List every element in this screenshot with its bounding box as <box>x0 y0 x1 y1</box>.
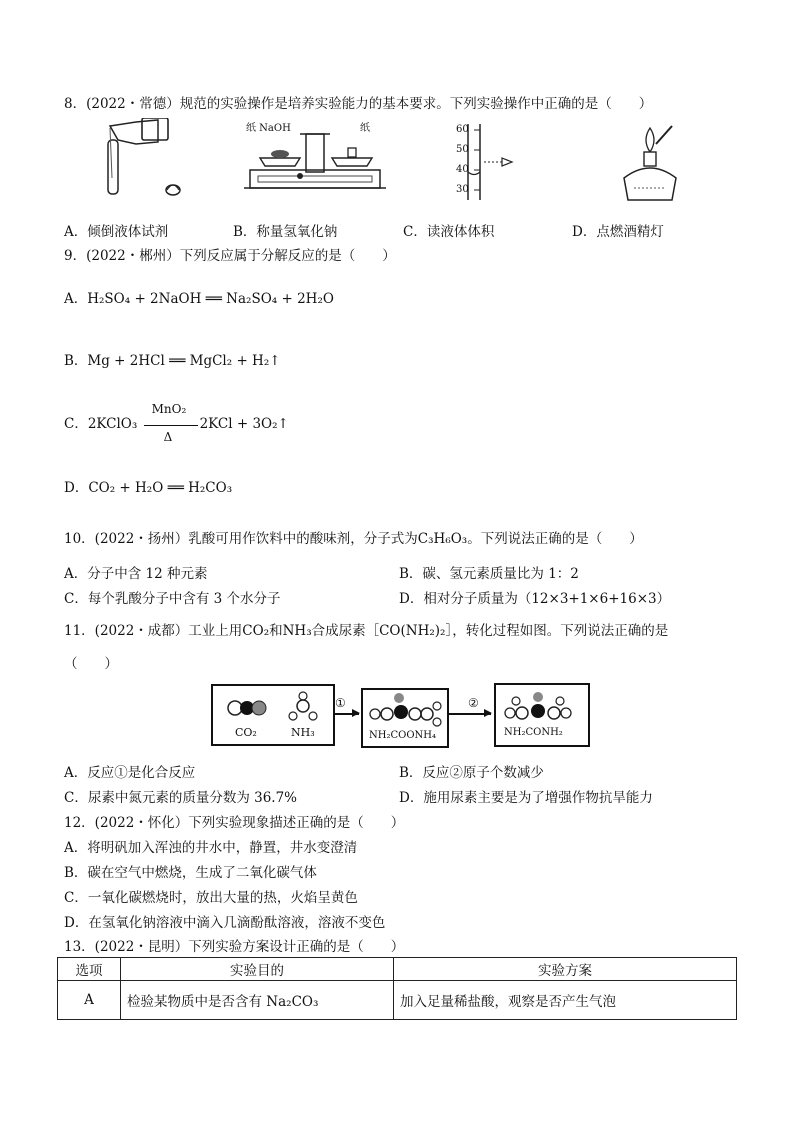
q10-stem: 10．(2022・扬州）乳酸可用作饮料中的酸味剂，分子式为C₃H₆O₃。下列说法正确的是（ ） <box>64 531 643 547</box>
arrow-step-2 <box>447 713 491 715</box>
q9-option-d-label: D． <box>64 480 89 496</box>
q10-option-b: B．碳、氢元素质量比为 1：2 <box>399 566 579 582</box>
step-2-label: ② <box>468 696 479 710</box>
header-option: 选项 <box>58 958 121 981</box>
q9-option-b-label: B． <box>64 353 88 369</box>
q9-stem: 9．(2022・郴州）下列反应属于分解反应的是（ ） <box>64 248 396 264</box>
q9-option-c-condition <box>142 401 200 444</box>
intermediate-label: NH₂COONH₄ <box>369 730 437 741</box>
q11-stem: 11．(2022・成都）工业上用CO₂和NH₃合成尿素［CO(NH₂)₂］，转化过程如图。下列说法正确的是 <box>64 623 669 639</box>
intermediate-box <box>361 688 449 748</box>
cylinder-tick-50: 50 <box>456 144 469 155</box>
row-option: A <box>58 981 121 1020</box>
q8-option-a: A．倾倒液体试剂 <box>64 224 169 240</box>
q9-option-c <box>64 401 289 444</box>
urea-molecule <box>496 689 588 729</box>
q9-option-b <box>64 349 281 369</box>
q12-option-b: B．碳在空气中燃烧，生成了二氧化碳气体 <box>64 865 317 881</box>
urea-label: NH₂CONH₂ <box>504 727 563 738</box>
q10-option-a: A．分子中含 12 种元素 <box>64 566 208 582</box>
q8-option-b: B．称量氢氧化钠 <box>233 224 338 240</box>
q9-option-d <box>64 476 232 496</box>
q11-option-c: C．尿素中氮元素的质量分数为 36.7% <box>64 790 298 806</box>
q10-option-c: C．每个乳酸分子中含有 3 个水分子 <box>64 591 281 607</box>
balance-left-label: 纸 NaOH <box>246 123 291 134</box>
q11-option-d: D．施用尿素主要是为了增强作物抗旱能力 <box>399 790 653 806</box>
q8-stem: 8．(2022・常德）规范的实验操作是培养实验能力的基本要求。下列实验操作中正确的是（ ） <box>64 96 653 112</box>
q9-option-b-equation: Mg + 2HCl ══ MgCl₂ + H₂↑ <box>87 353 281 369</box>
pouring-liquid-figure <box>96 118 188 202</box>
co2-nh3-molecules <box>213 690 333 730</box>
q8-option-d: D．点燃酒精灯 <box>572 224 664 240</box>
cylinder-tick-40: 40 <box>456 164 469 175</box>
step-1-label: ① <box>335 696 346 710</box>
q9-option-d-equation: CO₂ + H₂O ══ H₂CO₃ <box>88 480 233 496</box>
q11-option-b: B．反应②原子个数减少 <box>399 765 544 781</box>
q10-option-d: D．相对分子质量为（12×3+1×6+16×3） <box>399 591 671 607</box>
q9-option-a-equation: H₂SO₄ + 2NaOH ══ Na₂SO₄ + 2H₂O <box>87 291 334 307</box>
q12-stem: 12．(2022・怀化）下列实验现象描述正确的是（ ） <box>64 815 405 831</box>
product-box <box>494 683 590 747</box>
q9-option-a <box>64 287 334 307</box>
header-plan: 实验方案 <box>394 958 737 981</box>
q9-option-c-heat: Δ <box>163 429 173 444</box>
q12-option-c: C．一氧化碳燃烧时，放出大量的热，火焰呈黄色 <box>64 890 358 906</box>
q13-table <box>57 957 737 1020</box>
q9-option-c-reactant: 2KClO₃ <box>87 416 138 432</box>
co2-label: CO₂ <box>235 726 257 739</box>
q9-option-c-product: 2KCl + 3O₂↑ <box>199 416 289 432</box>
table-row <box>58 981 737 1020</box>
q12-option-a: A．将明矾加入浑浊的井水中，静置，井水变澄清 <box>64 840 358 856</box>
row-plan: 加入足量稀盐酸，观察是否产生气泡 <box>394 981 737 1020</box>
q11-stem-answer: （ ） <box>64 656 118 672</box>
q13-stem: 13．(2022・昆明）下列实验方案设计正确的是（ ） <box>64 939 405 955</box>
row-purpose: 检验某物质中是否含有 Na₂CO₃ <box>121 981 394 1020</box>
nh3-label: NH₃ <box>291 726 315 739</box>
cylinder-tick-60: 60 <box>456 124 469 135</box>
intermediate-molecule <box>363 692 447 732</box>
table-header-row <box>58 958 737 981</box>
alcohol-lamp-figure <box>620 122 680 204</box>
q9-option-c-catalyst: MnO₂ <box>151 401 187 416</box>
reactants-box <box>211 684 335 746</box>
balance-right-label: 纸 <box>360 123 370 134</box>
q8-option-c: C．读液体体积 <box>403 224 495 240</box>
q9-option-a-label: A． <box>64 291 88 307</box>
q12-option-d: D．在氢氧化钠溶液中滴入几滴酚酞溶液，溶液不变色 <box>64 915 386 931</box>
q9-option-c-label: C． <box>64 416 88 432</box>
arrow-step-1 <box>333 713 359 715</box>
header-purpose: 实验目的 <box>121 958 394 981</box>
cylinder-tick-30: 30 <box>456 184 469 195</box>
graduated-cylinder-figure <box>440 124 520 204</box>
q11-option-a: A．反应①是化合反应 <box>64 765 196 781</box>
